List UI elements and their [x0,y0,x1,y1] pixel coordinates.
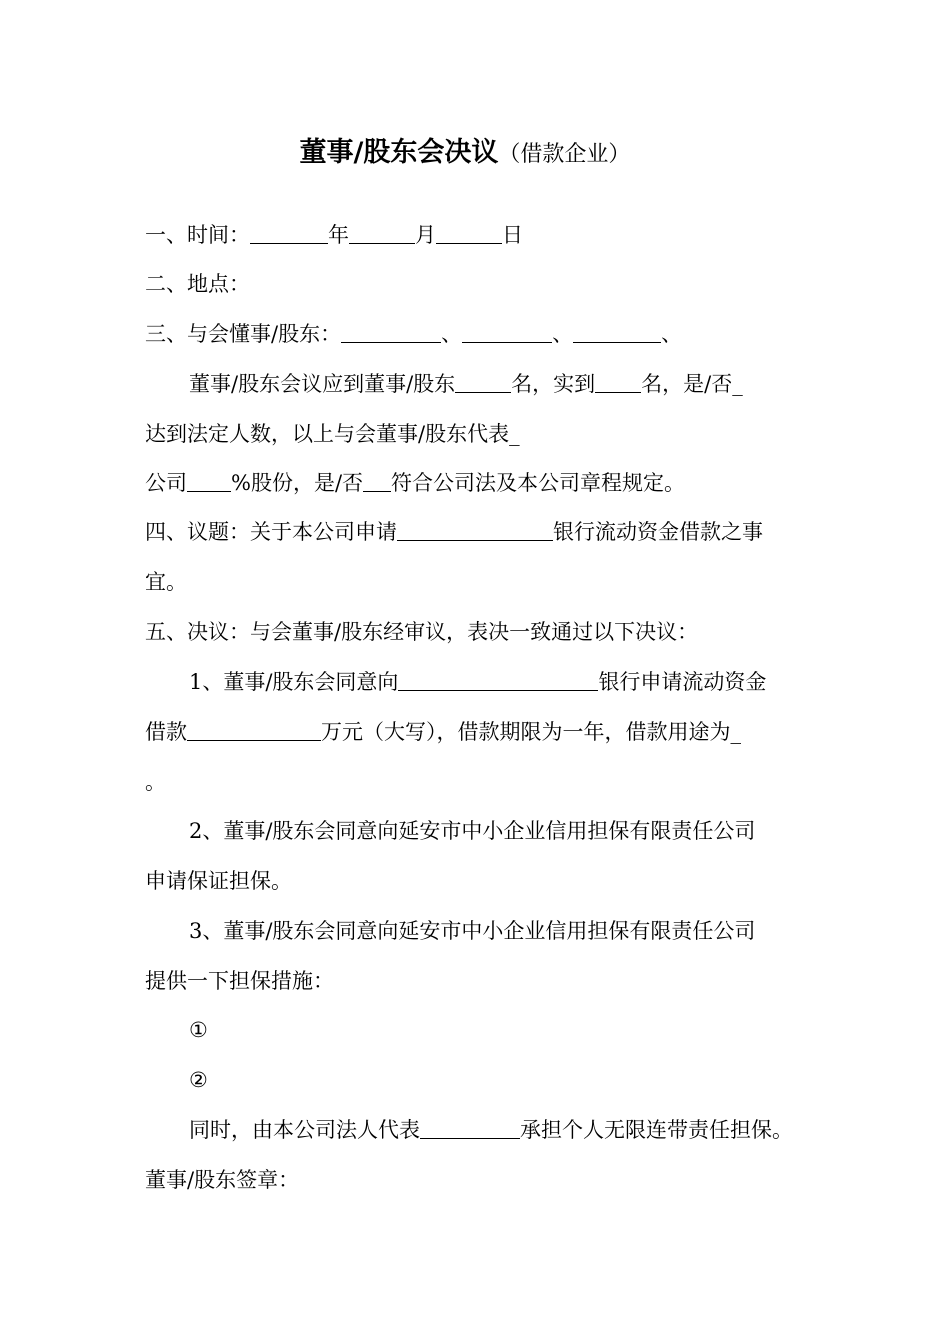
measure-2-line [189,1066,208,1094]
resolution-2-text-a: 2、董事/股东会同意向延安市中小企业信用担保有限责任公司 [189,819,756,843]
resolution-1-line-3 [145,768,166,796]
attendee-blank-2 [462,322,552,343]
compliance-text: 符合公司法及本公司章程规定。 [391,471,686,495]
resolution-2-line-1 [189,817,755,845]
topic-text-c: 宜。 [145,570,187,594]
month-label: 月 [415,223,436,247]
day-label: 日 [502,223,523,247]
compliance-blank [363,471,391,492]
signature-line [145,1166,299,1194]
resolution-1-line-1 [189,668,766,696]
title-subtitle: （借款企业） [498,142,631,167]
company-text: 公司 [145,471,187,495]
separator: 、 [552,322,574,346]
place-line [145,270,250,298]
topic-text-a: 四、议题：关于本公司申请 [145,520,397,544]
measure-1-marker: ① [189,1018,208,1042]
resolution-3-text-b: 提供一下担保措施： [145,969,334,993]
measure-1-line [189,1016,208,1044]
day-blank [436,223,502,244]
attendees-label: 三、与会懂事/股东： [145,322,342,346]
quorum-text-b: 名，实到 [511,372,596,396]
attendee-blank-1 [341,322,441,343]
resolution-1-line-2 [145,718,741,746]
guarantee-text-a: 同时，由本公司法人代表 [189,1118,420,1142]
guarantee-line [189,1116,793,1144]
share-text: %股份，是/否 [231,471,364,495]
resolution-line [145,618,698,646]
loan-bank-blank [398,670,598,691]
year-blank [250,223,328,244]
bank-blank [397,520,553,541]
actual-count-blank [595,372,641,393]
quorum-line-3 [145,469,685,497]
time-line [145,221,523,249]
resolution-1-text-a: 1、董事/股东会同意向 [189,670,399,694]
resolution-2-text-b: 申请保证担保。 [145,869,292,893]
resolution-3-text-a: 3、董事/股东会同意向延安市中小企业信用担保有限责任公司 [189,919,756,943]
time-label: 一、时间： [145,223,250,247]
resolution-1-text-e: 。 [145,770,166,794]
resolution-1-text-c: 借款 [145,720,187,744]
separator: 、 [661,322,683,346]
place-label: 二、地点： [145,272,250,296]
expected-count-blank [455,372,511,393]
resolution-1-text-d: 万元（大写），借款期限为一年，借款用途为_ [321,720,741,744]
title-main: 董事/股东会决议 [299,137,499,168]
separator: 、 [441,322,463,346]
legal-rep-blank [420,1118,520,1139]
share-percent-blank [187,471,231,492]
topic-line-2 [145,568,187,596]
resolution-1-text-b: 银行申请流动资金 [598,670,767,694]
topic-text-b: 银行流动资金借款之事 [553,520,763,544]
resolution-text: 五、决议：与会董事/股东经审议，表决一致通过以下决议： [145,620,699,644]
loan-amount-blank [187,720,321,741]
attendees-line [145,320,682,348]
resolution-3-line-1 [189,917,755,945]
quorum-text-d: 达到法定人数，以上与会董事/股东代表_ [145,422,520,446]
quorum-line-2 [145,420,520,448]
resolution-3-line-2 [145,967,334,995]
measure-2-marker: ② [189,1068,208,1092]
guarantee-text-b: 承担个人无限连带责任担保。 [520,1118,793,1142]
month-blank [349,223,415,244]
signature-label: 董事/股东签章： [145,1168,300,1192]
year-label: 年 [328,223,349,247]
attendee-blank-3 [573,322,661,343]
topic-line [145,518,763,546]
quorum-text-c: 名，是/否_ [641,372,743,396]
quorum-text-a: 董事/股东会议应到董事/股东 [189,372,456,396]
quorum-line-1 [189,370,743,398]
resolution-2-line-2 [145,867,292,895]
document-title [0,130,950,169]
